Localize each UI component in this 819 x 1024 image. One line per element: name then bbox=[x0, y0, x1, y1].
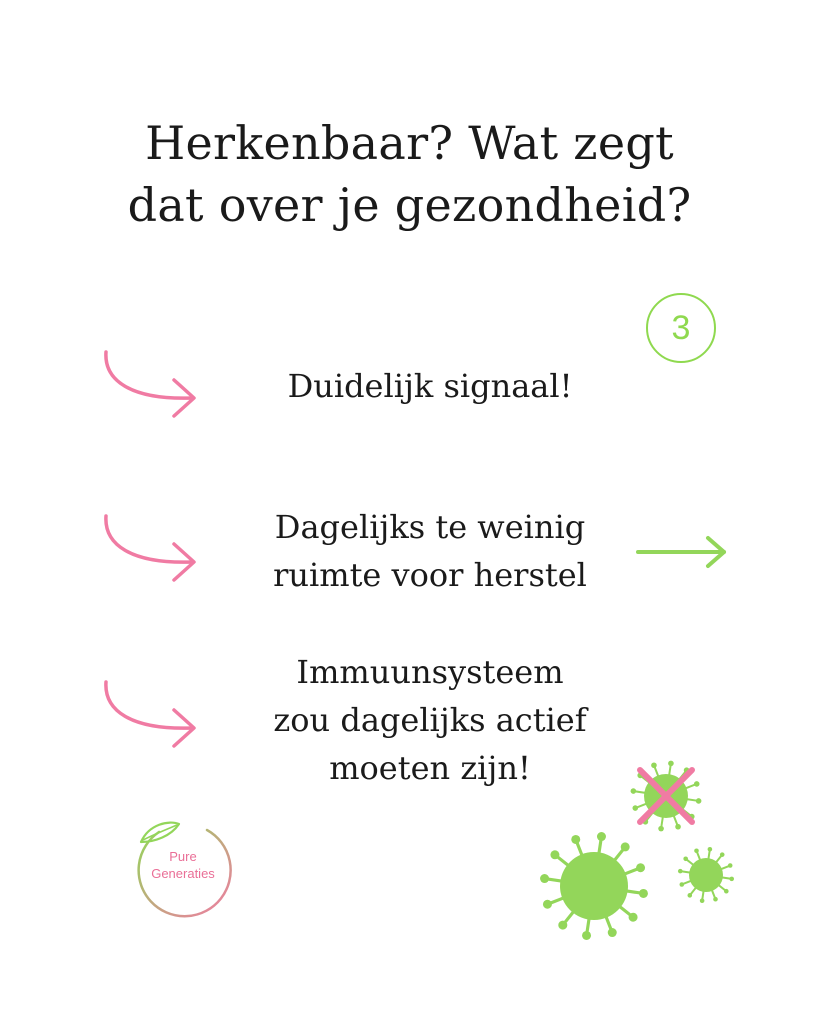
item-text-line: Duidelijk signaal! bbox=[287, 367, 573, 405]
page-title bbox=[0, 112, 819, 236]
logo-text bbox=[131, 848, 235, 882]
virus-icon bbox=[534, 826, 654, 946]
item-text-line: moeten zijn! bbox=[329, 749, 531, 787]
logo-line-1: Pure bbox=[169, 849, 197, 864]
virus-icon bbox=[675, 844, 737, 906]
list-item bbox=[230, 362, 630, 410]
item-text-line: Dagelijks te weinig bbox=[274, 508, 586, 546]
curved-arrow-icon bbox=[100, 680, 200, 752]
item-text-line: Immuunsysteem bbox=[296, 653, 564, 691]
list-item bbox=[230, 503, 630, 599]
logo-line-2: Generaties bbox=[151, 866, 215, 881]
curved-arrow-icon bbox=[100, 350, 200, 422]
straight-arrow-icon bbox=[636, 535, 728, 569]
badge-number: 3 bbox=[671, 308, 691, 347]
title-line-2: dat over je gezondheid? bbox=[127, 178, 692, 232]
number-badge bbox=[646, 293, 716, 363]
item-text-line: ruimte voor herstel bbox=[273, 556, 587, 594]
title-line-1: Herkenbaar? Wat zegt bbox=[145, 116, 674, 170]
list-item bbox=[220, 648, 640, 792]
curved-arrow-icon bbox=[100, 514, 200, 586]
item-text-line: zou dagelijks actief bbox=[273, 701, 587, 739]
